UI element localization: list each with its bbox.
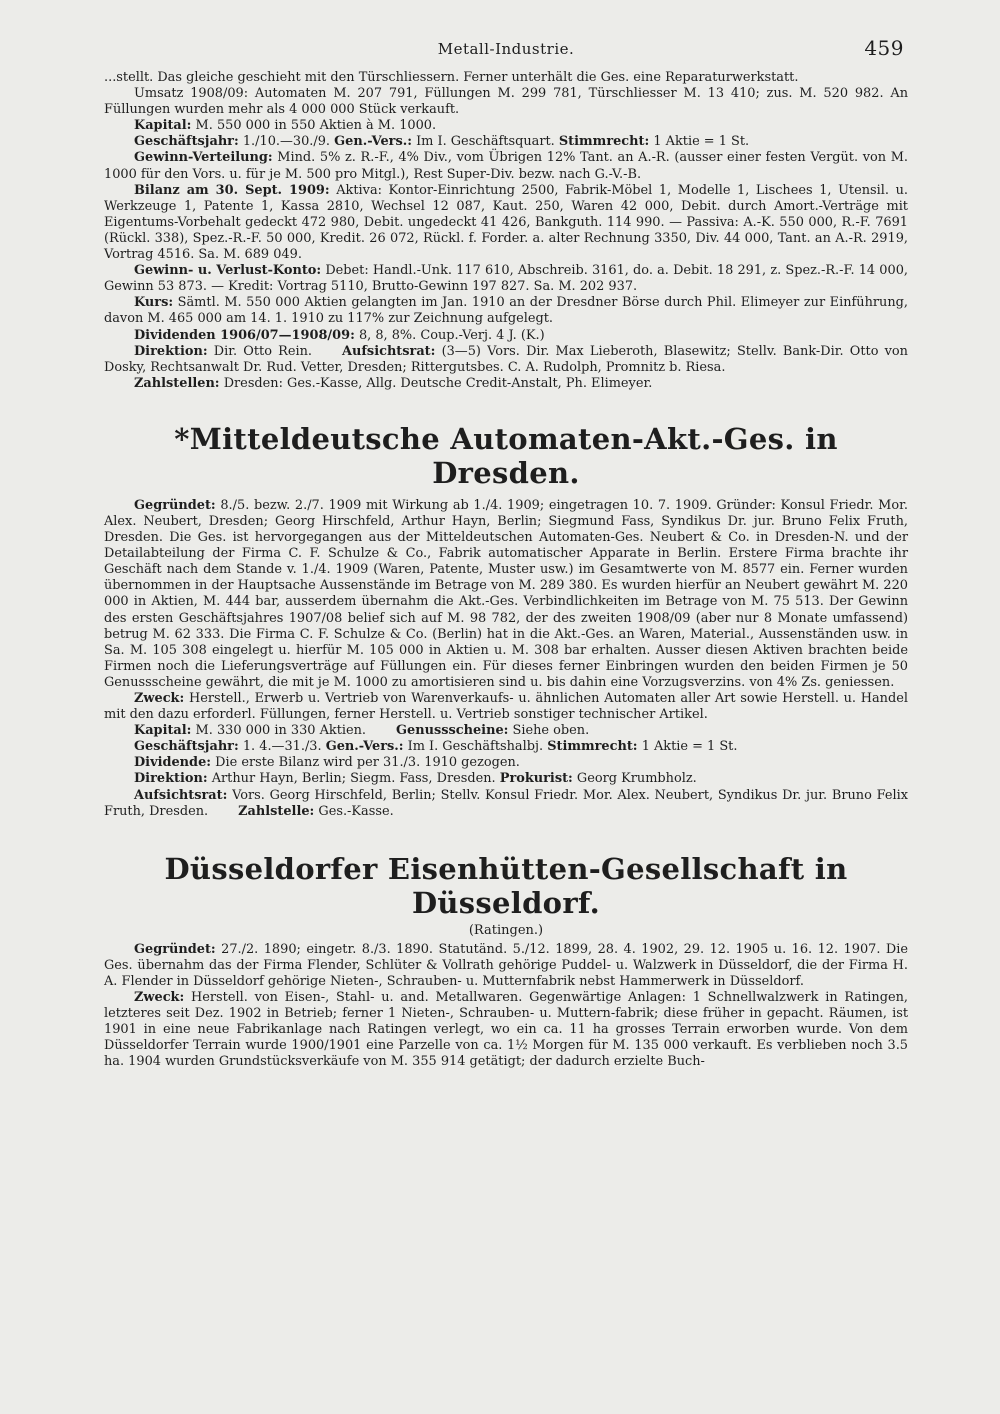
genvers-label: Gen.-Vers.:: [325, 739, 404, 755]
gewinn-verteilung-label: Gewinn-Verteilung:: [134, 150, 273, 166]
zweck-label: Zweck:: [134, 691, 185, 706]
entry-title: *Mitteldeutsche Automaten-Akt.-Ges. in Dresden.: [174, 421, 838, 490]
kapital-label: Kapital:: [134, 723, 192, 739]
dividende-line: [104, 755, 908, 771]
direktion-text: Arthur Hayn, Berlin; Siegm. Fass, Dresden.: [211, 771, 496, 787]
dividende-label: Dividende:: [134, 755, 212, 771]
stimmrecht-label: Stimmrecht:: [558, 134, 650, 150]
zahlstellen-line: [104, 376, 908, 392]
gewinn-verteilung-paragraph: [104, 150, 908, 182]
aufsichtsrat-label: Aufsichtsrat:: [342, 343, 436, 359]
guv-text: Debet: Handl.-Unk. 117 610, Abschreib. 3161, do. a. Debit. 18 291, z. Spez.-R.-F. 14 000, Gewinn 53 873. — Kredit: Vortrag 5110, Brutto-Gewinn 197 827. Sa. M. 202 937.: [104, 263, 908, 295]
stimmrecht-text: 1 Aktie = 1 St.: [641, 739, 738, 755]
geschaeftsjahr-label: Geschäftsjahr:: [134, 739, 239, 755]
genvers-text: Im I. Geschäftsquart.: [416, 134, 555, 150]
geschaeftsjahr-label: Geschäftsjahr:: [134, 134, 239, 150]
geschaeftsjahr-line: [104, 134, 908, 150]
stimmrecht-text: 1 Aktie = 1 St.: [653, 134, 750, 150]
gegruendet-label: Gegründet:: [134, 497, 216, 513]
umsatz-paragraph: Umsatz 1908/09: Automaten M. 207 791, Füllungen M. 299 781, Türschliesser M. 13 410; zus. M. 520 982. An Füllungen wurden mehr als 4 000 000 Stück verkauft.: [104, 86, 908, 118]
zahlstelle-label: Zahlstelle:: [238, 803, 315, 819]
entry-duesseldorfer-eisenhuetten: [104, 852, 908, 1071]
kurs-label: Kurs:: [134, 295, 174, 311]
aufsichtsrat-text: Vors. Georg Hirschfeld, Berlin; Stellv. Konsul Friedr. Mor. Alex. Neubert, Syndikus Dr. jur. Bruno Felix Fruth, Dresden.: [104, 787, 908, 819]
geschaeftsjahr-text: 1./10.—30./9.: [242, 134, 331, 150]
continued-entry: [104, 70, 908, 392]
geschaeftsjahr-text: 1. 4.—31./3.: [242, 739, 322, 755]
bilanz-label: Bilanz am 30. Sept. 1909:: [134, 182, 330, 198]
guv-label: Gewinn- u. Verlust-Konto:: [134, 263, 322, 279]
zahlstellen-text: Dresden: Ges.-Kasse, Allg. Deutsche Credit-Anstalt, Ph. Elimeyer.: [223, 375, 653, 391]
intro-paragraph: ...stellt. Das gleiche geschieht mit den Türschliessern. Ferner unterhält die Ges. eine Reparaturwerkstatt.: [104, 70, 799, 85]
genvers-text: Im I. Geschäftshalbj.: [407, 739, 544, 755]
entry-mitteldeutsche-automaten: [104, 422, 908, 820]
page-number: 459: [864, 36, 904, 60]
aufsichtsrat-text: (3—5) Vors. Dir. Max Lieberoth, Blasewitz; Stellv. Bank-Dir. Otto von Dosky, Rechtsanwalt Dr. Rud. Vetter, Dresden; Rittergutsbes. C. A. Rudolph, Promnitz b. Riesa.: [104, 343, 908, 375]
gewinn-verteilung-text: Mind. 5% z. R.-F., 4% Div., vom Übrigen 12% Tant. an A.-R. (ausser einer festen Vergüt. von M. 1000 für den Vors. u. für je M. 500 pro Mitgl.), Rest Super-Div. bezw. nach G.-V.-B.: [104, 150, 908, 182]
zweck-text: Herstell., Erwerb u. Vertrieb von Warenverkaufs- u. ähnlichen Automaten aller Art sowie Herstell. u. Handel mit den dazu erforderl. Füllungen, ferner Herstell. u. Vertrieb sonstiger technischer Artikel.: [104, 691, 908, 723]
prokurist-label: Prokurist:: [499, 771, 573, 787]
running-title: Metall-Industrie.: [437, 40, 575, 58]
dividenden-line: [104, 328, 908, 344]
kapital-line: [104, 723, 908, 739]
zweck-label: Zweck:: [134, 990, 185, 1006]
kapital-label: Kapital:: [134, 118, 192, 134]
dividenden-text: 8, 8, 8%. Coup.-Verj. 4 J. (K.): [358, 327, 545, 343]
stimmrecht-label: Stimmrecht:: [547, 739, 638, 755]
dividenden-label: Dividenden 1906/07—1908/09:: [134, 327, 355, 343]
kapital-line: [104, 118, 908, 134]
entry-subtitle: (Ratingen.): [468, 922, 544, 938]
gegruendet-paragraph: [104, 498, 908, 691]
gegruendet-paragraph: [104, 942, 908, 990]
kurs-text: Sämtl. M. 550 000 Aktien gelangten im Jan. 1910 an der Dresdner Börse durch Phil. Elimeyer zur Einführung, davon M. 465 000 am 14. 1. 1910 zu 117% zur Zeichnung aufgelegt.: [104, 295, 908, 327]
zahlstellen-label: Zahlstellen:: [134, 375, 220, 391]
aufsichtsrat-paragraph: [104, 788, 908, 820]
genvers-label: Gen.-Vers.:: [334, 134, 412, 150]
entry-title: Düsseldorfer Eisenhütten-Gesellschaft in Düsseldorf.: [164, 851, 848, 920]
guv-paragraph: [104, 263, 908, 295]
direktion-line: [104, 771, 908, 787]
genussscheine-text: Siehe oben.: [512, 723, 590, 739]
direktion-label: Direktion:: [134, 771, 208, 787]
geschaeftsjahr-line: [104, 739, 908, 755]
zweck-paragraph: [104, 990, 908, 1070]
bilanz-paragraph: [104, 183, 908, 263]
kapital-text: M. 550 000 in 550 Aktien à M. 1000.: [195, 118, 437, 134]
direktion-label: Direktion:: [134, 343, 208, 359]
prokurist-text: Georg Krumbholz.: [576, 771, 697, 787]
direktion-paragraph: [104, 344, 908, 376]
zweck-paragraph: [104, 691, 908, 723]
bilanz-text: Aktiva: Kontor-Einrichtung 2500, Fabrik-Möbel 1, Modelle 1, Lischees 1, Utensil. u. Werkzeuge 1, Patente 1, Kassa 2810, Wechsel 12 087, Kaut. 250, Waren 42 000, Debit. durch Amort.-Verträge mit Eigentums-Vorbehalt gedeckt 472 980, Debit. ungedeckt 41 426, Bankguth. 114 990. — Passiva: A.-K. 550 000, R.-F. 7691 (Rückl. 338), Spez.-R.-F. 50 000, Kredit. 26 072, Rückl. f. Forder. a. alter Rechnung 3350, Div. 44 000, Tant. an A.-R. 2919, Vortrag 4516. Sa. M. 689 049.: [104, 182, 908, 263]
zahlstelle-text: Ges.-Kasse.: [318, 803, 394, 819]
direktion-text: Dir. Otto Rein.: [213, 343, 313, 359]
gegruendet-text: 8./5. bezw. 2./7. 1909 mit Wirkung ab 1./4. 1909; eingetragen 10. 7. 1909. Gründer: Konsul Friedr. Mor. Alex. Neubert, Dresden; Georg Hirschfeld, Arthur Hayn, Berlin; Siegmund Fass, Syndikus Dr. jur. Bruno Felix Fruth, Dresden. Die Ges. ist hervorgegangen aus der Mitteldeutschen Automaten-Ges. Neubert & Co. in Dresden-N. und der Detailabteilung der Firma C. F. Schulze & Co., Fabrik automatischer Apparate in Berlin. Erstere Firma brachte ihr Geschäft nach dem Stande v. 1./4. 1909 (Waren, Patente, Muster usw.) im Gesamtwerte von M. 8577 ein. Ferner wurden übernommen in der Hauptsache Aussenstände im Betrage von M. 289 380. Es wurden hierfür an Neubert gewährt M. 220 000 in Aktien, M. 444 bar, ausserdem übernahm die Akt.-Ges. Verbindlichkeiten im Betrage von M. 75 513. Der Gewinn des ersten Geschäftsjahres 1907/08 belief sich auf M. 98 782, der des zweiten 1908/09 (aber nur 8 Monate umfassend) betrug M. 62 333. Die Firma C. F. Schulze & Co. (Berlin) hat in die Akt.-Ges. an Waren, Material., Aussenständen usw. in Sa. M. 105 308 eingelegt u. hierfür M. 105 000 in Aktien u. M. 308 bar erhalten. Ausser diesen Aktiven brachten beide Firmen noch die Lieferungsverträge auf Füllungen ein. Für dieses ferner Einbringen wurden den beiden Firmen je 50 Genussscheine gewährt, die mit je M. 1000 zu amortisieren sind u. bis dahin eine Vorzugsverzins. von 4% Zs. geniessen.: [104, 497, 908, 690]
running-header: [104, 36, 908, 70]
aufsichtsrat-label: Aufsichtsrat:: [134, 787, 228, 803]
gegruendet-label: Gegründet:: [134, 941, 216, 957]
gegruendet-text: 27./2. 1890; eingetr. 8./3. 1890. Statutänd. 5./12. 1899, 28. 4. 1902, 29. 12. 1905 u. 16. 12. 1907. Die Ges. übernahm das der Firma Flender, Schlüter & Vollrath gehörige Puddel- u. Walzwerk in Düsseldorf, die der Firma H. A. Flender in Düsseldorf gehörige Nieten-, Schrauben- u. Mutternfabrik nebst Hammerwerk in Düsseldorf.: [104, 941, 908, 989]
dividende-text: Die erste Bilanz wird per 31./3. 1910 gezogen.: [215, 755, 520, 771]
kapital-text: M. 330 000 in 330 Aktien.: [195, 723, 367, 739]
kurs-paragraph: [104, 295, 908, 327]
genussscheine-label: Genussscheine:: [396, 723, 509, 739]
zweck-text: Herstell. von Eisen-, Stahl- u. and. Metallwaren. Gegenwärtige Anlagen: 1 Schnellwalzwerk in Ratingen, letzteres seit Dez. 1902 in Betrieb; ferner 1 Nieten-, Schrauben- u. Muttern-fabrik; diese früher in gepacht. Räumen, ist 1901 in eine neue Fabrikanlage nach Ratingen verlegt, wo ein ca. 11 ha grosses Terrain erworben wurde. Von dem Düsseldorfer Terrain wurde 1900/1901 eine Parzelle von ca. 1½ Morgen für M. 135 000 verkauft. Es verblieben noch 3.5 ha. 1904 wurden Grundstücksverkäufe von M. 355 914 getätigt; der dadurch erzielte Buch-: [104, 990, 908, 1070]
